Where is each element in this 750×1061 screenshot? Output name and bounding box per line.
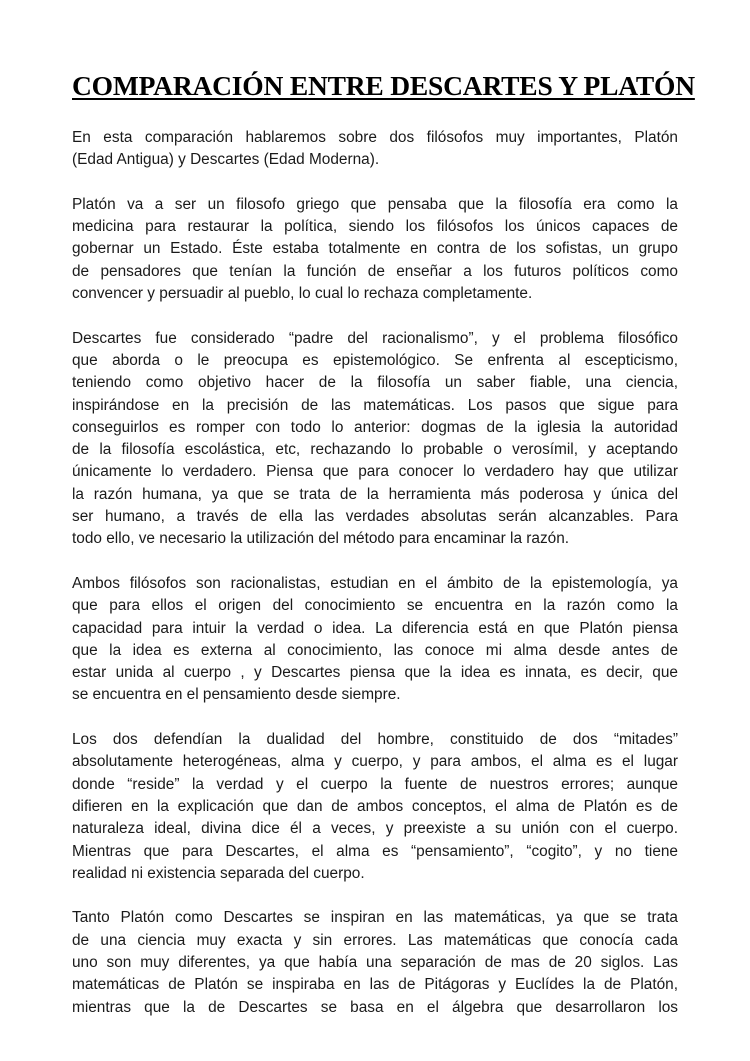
text-line: donde “reside” la verdad y el cuerpo la fuente de nuestros errores; aunque [72,775,678,793]
text-line: realidad ni existencia separada del cuerpo. [72,864,365,882]
text-line: únicamente lo verdadero. Piensa que para conocer lo verdadero hay que utilizar [72,463,678,481]
text-line: se encuentra en el pensamiento desde siempre. [72,686,401,704]
text-line: ser humano, a través de ella las verdades absolutas serán alcanzables. Para [72,508,678,526]
paragraph [72,328,678,551]
document-body [72,127,678,1041]
text-line: absolutamente heterogéneas, alma y cuerpo, y para ambos, el alma es el lugar [72,753,678,771]
text-line: naturaleza ideal, divina dice él a veces, y preexiste a su unión con el cuerpo. [72,820,678,838]
text-line: En esta comparación hablaremos sobre dos filósofos muy importantes, Platón [72,129,678,146]
text-line: Mientras que para Descartes, el alma es “pensamiento”, “cogito”, y no tiene [72,842,678,860]
text-line: medicina para restaurar la política, siendo los filósofos los únicos capaces de [72,218,678,236]
text-line: convencer y persuadir al pueblo, lo cual lo rechaza completamente. [72,285,533,303]
text-line: Platón va a ser un filosofo griego que pensaba que la filosofía era como la [72,195,678,213]
text-line: estar unida al cuerpo , y Descartes piensa que la idea es innata, es decir, que [72,664,678,682]
paragraph [72,729,678,885]
paragraph [72,127,678,172]
text-line: que la idea es externa al conocimiento, las conoce mi alma desde antes de [72,641,678,659]
text-line: Ambos filósofos son racionalistas, estudian en el ámbito de la epistemología, ya [72,574,678,592]
text-line: Los dos defendían la dualidad del hombre, constituido de dos “mitades” [72,731,678,749]
text-line: teniendo como objetivo hacer de la filosofía un saber fiable, una ciencia, [72,374,678,392]
text-line: matemáticas de Platón se inspiraba en las de Pitágoras y Euclídes la de Platón, [72,976,678,994]
text-line: inspirándose en la precisión de las matemáticas. Los pasos que sigue para [72,396,678,414]
paragraph [72,907,678,1018]
document-title: COMPARACIÓN ENTRE DESCARTES Y PLATÓN [72,70,695,102]
paragraph [72,194,678,305]
text-line: de pensadores que tenían la función de enseñar a los futuros políticos como [72,262,678,280]
text-line: difieren en la explicación que dan de ambos conceptos, el alma de Platón es de [72,797,678,815]
text-line: gobernar un Estado. Éste estaba totalmente en contra de los sofistas, un grupo [72,240,678,258]
text-line: que aborda o le preocupa es epistemológico. Se enfrenta al escepticismo, [72,351,678,369]
text-line: de la filosofía escolástica, etc, rechazando lo probable o verosímil, y aceptando [72,441,678,459]
text-line: que para ellos el origen del conocimiento se encuentra en la razón como la [72,597,678,615]
text-line: conseguirlos es romper con todo lo anterior: dogmas de la iglesia la autoridad [72,418,678,436]
text-line: la razón humana, ya que se trata de la herramienta más poderosa y única del [72,485,678,503]
text-line: capacidad para intuir la verdad o idea. La diferencia está en que Platón piensa [72,619,678,637]
text-line: mientras que la de Descartes se basa en el álgebra que desarrollaron los [72,998,678,1016]
text-line: (Edad Antigua) y Descartes (Edad Moderna). [72,151,380,169]
paragraph [72,573,678,707]
text-line: Tanto Platón como Descartes se inspiran en las matemáticas, ya que se trata [72,909,678,927]
text-line: todo ello, ve necesario la utilización del método para encaminar la razón. [72,530,570,548]
text-line: de una ciencia muy exacta y sin errores. Las matemáticas que conocía cada [72,931,678,949]
text-line: uno son muy diferentes, ya que había una separación de mas de 20 siglos. Las [72,953,678,971]
text-line: Descartes fue considerado “padre del racionalismo”, y el problema filosófico [72,329,678,347]
